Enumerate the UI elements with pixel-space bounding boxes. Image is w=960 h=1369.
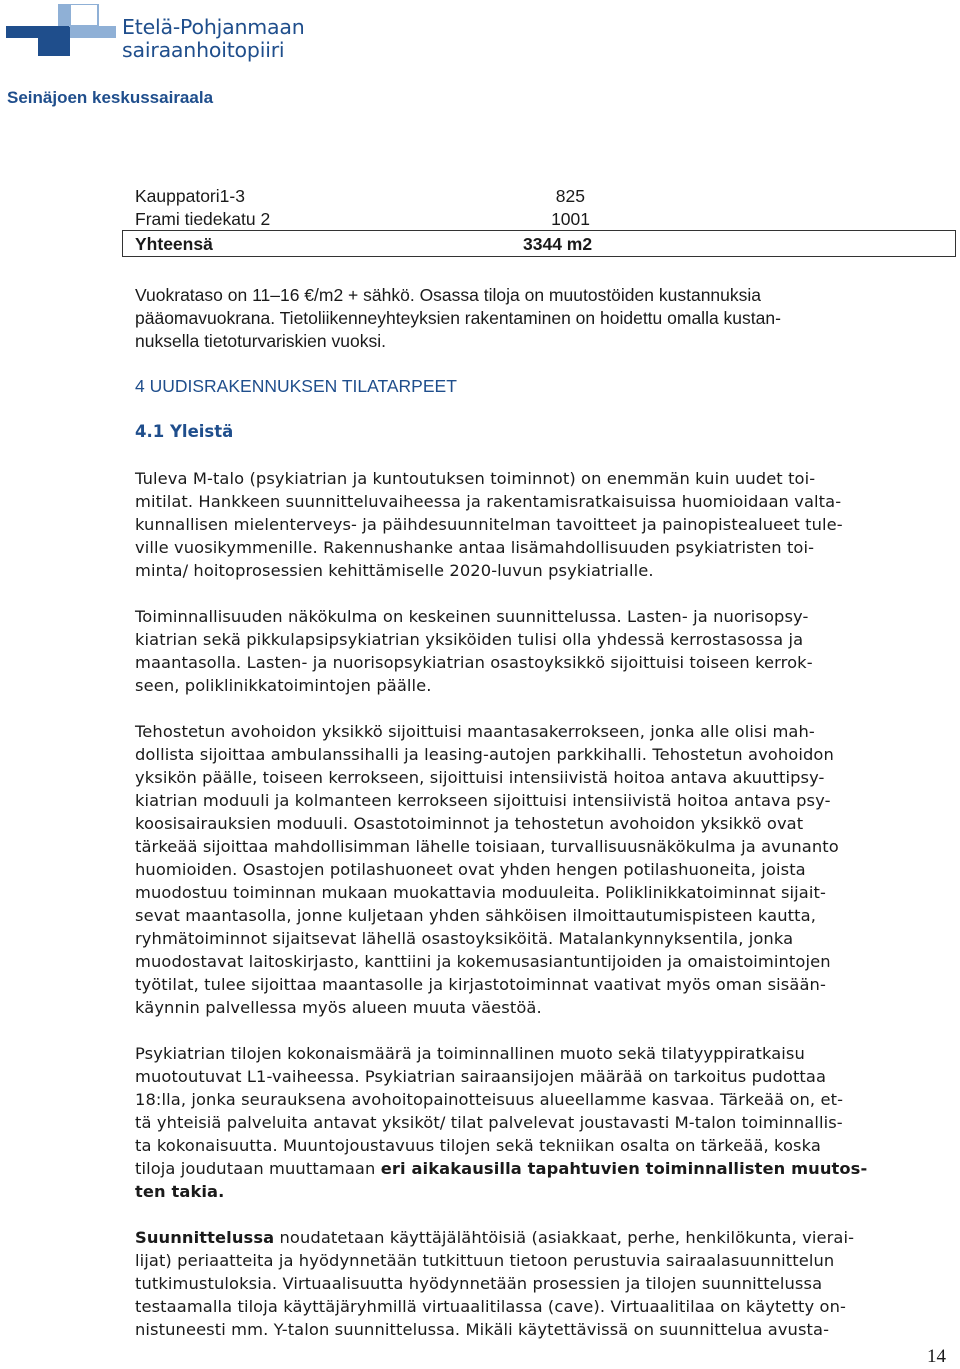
text-line: tutkimustuloksia. Virtuaalisuutta hyödynnetään prosessien ja tilojen suunnittelussa (135, 1274, 823, 1293)
text-line: sevat maantasolla, jonne kuljetaan yhden sähköisen ilmoittautumispisteen kautta, (135, 906, 816, 925)
text-line: maantasolla. Lasten- ja nuorisopsykiatrian osastoyksikkö sijoittuisi toiseen kerrok- (135, 653, 813, 672)
text-line: muodostavat laitoskirjasto, kanttiini ja kokemusasiantuntijoiden ja omaistoimintojen (135, 952, 831, 971)
text-line: Psykiatrian tilojen kokonaismäärä ja toiminnallinen muoto sekä tilatyyppiratkaisu (135, 1044, 805, 1063)
area-value: 1001 (551, 209, 590, 229)
text-line: seen, poliklinikkatoimintojen päälle. (135, 676, 432, 695)
hospital-name: Seinäjoen keskussairaala (7, 88, 214, 107)
total-row (122, 230, 956, 257)
area-name: Frami tiedekatu 2 (135, 209, 271, 229)
text-line: muotoutuvat L1-vaiheessa. Psykiatrian sairaansijojen määrää on tarkoitus pudottaa (135, 1067, 827, 1086)
bold-text: ten takia. (135, 1182, 225, 1201)
area-name: Kauppatori1-3 (135, 186, 245, 206)
text-line: käynnin palvellessa myös alueen muuta väestöä. (135, 998, 542, 1017)
text-line: kunnallisen mielenterveys- ja päihdesuunnitelman tavoitteet ja painopistealueet tule- (135, 515, 843, 534)
text-line: dollista sijoittaa ambulanssihalli ja leasing-autojen parkkihalli. Tehostetun avohoidon (135, 745, 834, 764)
bold-text: Suunnittelussa (135, 1228, 275, 1247)
total-value: 3344 m2 (523, 234, 593, 254)
area-value: 825 (555, 186, 585, 206)
text-line: Toiminnallisuuden näkökulma on keskeinen suunnittelussa. Lasten- ja nuorisopsy- (135, 607, 809, 626)
subsection-heading: 4.1 Yleistä (135, 422, 234, 441)
page-number: 14 (927, 1346, 946, 1367)
org-name-line2: sairaanhoitopiiri (122, 38, 285, 62)
paragraph (135, 467, 953, 582)
paragraph (135, 605, 953, 697)
rent-paragraph (135, 284, 953, 353)
text-span: noudatetaan käyttäjälähtöisiä (asiakkaat, perhe, henkilökunta, vierai- (274, 1228, 855, 1247)
text-line: huomioiden. Osastojen potilashuoneet ovat yhden hengen potilashuoneita, joista (135, 860, 806, 879)
area-row (135, 186, 585, 207)
hospital-district-logo (6, 4, 116, 56)
text-line: minta/ hoitoprosessien kehittämiselle 2020-luvun psykiatrialle. (135, 561, 654, 580)
bold-text: eri aikakausilla tapahtuvien toiminnallisten muutos- (380, 1159, 868, 1178)
text-line: testaamalla tiloja käyttäjäryhmillä virtuaalitilassa (cave). Virtuaalitilaa on käytetty on- (135, 1297, 846, 1316)
text-line: Tehostetun avohoidon yksikkö sijoittuisi maantasakerrokseen, jonka alle olisi mah- (135, 722, 815, 741)
text-line: muodostuu toiminnan mukaan muokattavia moduuleita. Poliklinikkatoiminnat sijait- (135, 883, 826, 902)
text-line: työtilat, tulee sijoittaa maantasolle ja kirjastotoiminnat vaativat myös oman sisään- (135, 975, 826, 994)
org-name-line1: Etelä-Pohjanmaan (122, 15, 305, 39)
total-label: Yhteensä (135, 234, 213, 254)
section-heading: 4 UUDISRAKENNUKSEN TILATARPEET (135, 376, 457, 396)
area-row (135, 209, 590, 230)
text-line: tä yhteisiä palveluita antavat yksiköt/ tilat palvelevat joustavasti M-talon toiminnallis- (135, 1113, 843, 1132)
paragraph (135, 1042, 953, 1203)
text-line: ta kokonaisuutta. Muuntojoustavuus tilojen sekä tekniikan osalta on tärkeää, koska (135, 1136, 821, 1155)
text-line: pääomavuokrana. Tietoliikenneyhteyksien rakentaminen on hoidettu omalla kustan- (135, 308, 781, 328)
text-line: ville vuosikymmenille. Rakennushanke antaa lisämahdollisuuden psykiatristen toi- (135, 538, 815, 557)
text-line: tärkeää sijoittaa mahdollisimman lähelle toisiaan, turvallisuusnäkökulma ja avunanto (135, 837, 839, 856)
text-line: Vuokrataso on 11–16 €/m2 + sähkö. Osassa tiloja on muutostöiden kustannuksia (135, 285, 762, 305)
organization-name (122, 16, 305, 62)
text-line (135, 1180, 953, 1203)
text-line: nuksella tietoturvariskien vuoksi. (135, 331, 386, 351)
text-line: ryhmätoiminnot sijaitsevat lähellä osastoyksiköitä. Matalankynnyksentila, jonka (135, 929, 794, 948)
text-line: kiatrian moduuli ja kolmanteen kerrokseen sijoittuisi intensiivistä hoitoa antava psy- (135, 791, 831, 810)
text-line: kiatrian sekä pikkulapsipsykiatrian yksiköiden tulisi olla yhdessä kerrostasossa ja (135, 630, 804, 649)
text-line: koosisairauksien moduuli. Osastotoiminnot ja tehostetun avohoidon yksikkö ovat (135, 814, 804, 833)
text-line: mitilat. Hankkeen suunnitteluvaiheessa ja rakentamisratkaisuissa huomioidaan valta- (135, 492, 842, 511)
text-line: nistuneesti mm. Y-talon suunnittelussa. Mikäli käytettävissä on suunnittelua avusta- (135, 1320, 830, 1339)
text-line: Tuleva M-talo (psykiatrian ja kuntoutuksen toiminnot) on enemmän kuin uudet toi- (135, 469, 816, 488)
text-line (135, 1226, 953, 1249)
text-line (135, 1157, 953, 1180)
text-line: lijat) periaatteita ja hyödynnetään tutkittuun tietoon perustuvia sairaalasuunnittelun (135, 1251, 835, 1270)
text-span: tiloja joudutaan muuttamaan (135, 1159, 381, 1178)
text-line: yksikön päälle, toiseen kerrokseen, sijoittuisi intensiivistä hoitoa antava akuuttipsy- (135, 768, 825, 787)
paragraph (135, 1226, 953, 1341)
paragraph (135, 720, 953, 1019)
text-line: 18:lla, jonka seurauksena avohoitopainotteisuus alueellamme kasvaa. Tärkeää on, et- (135, 1090, 844, 1109)
